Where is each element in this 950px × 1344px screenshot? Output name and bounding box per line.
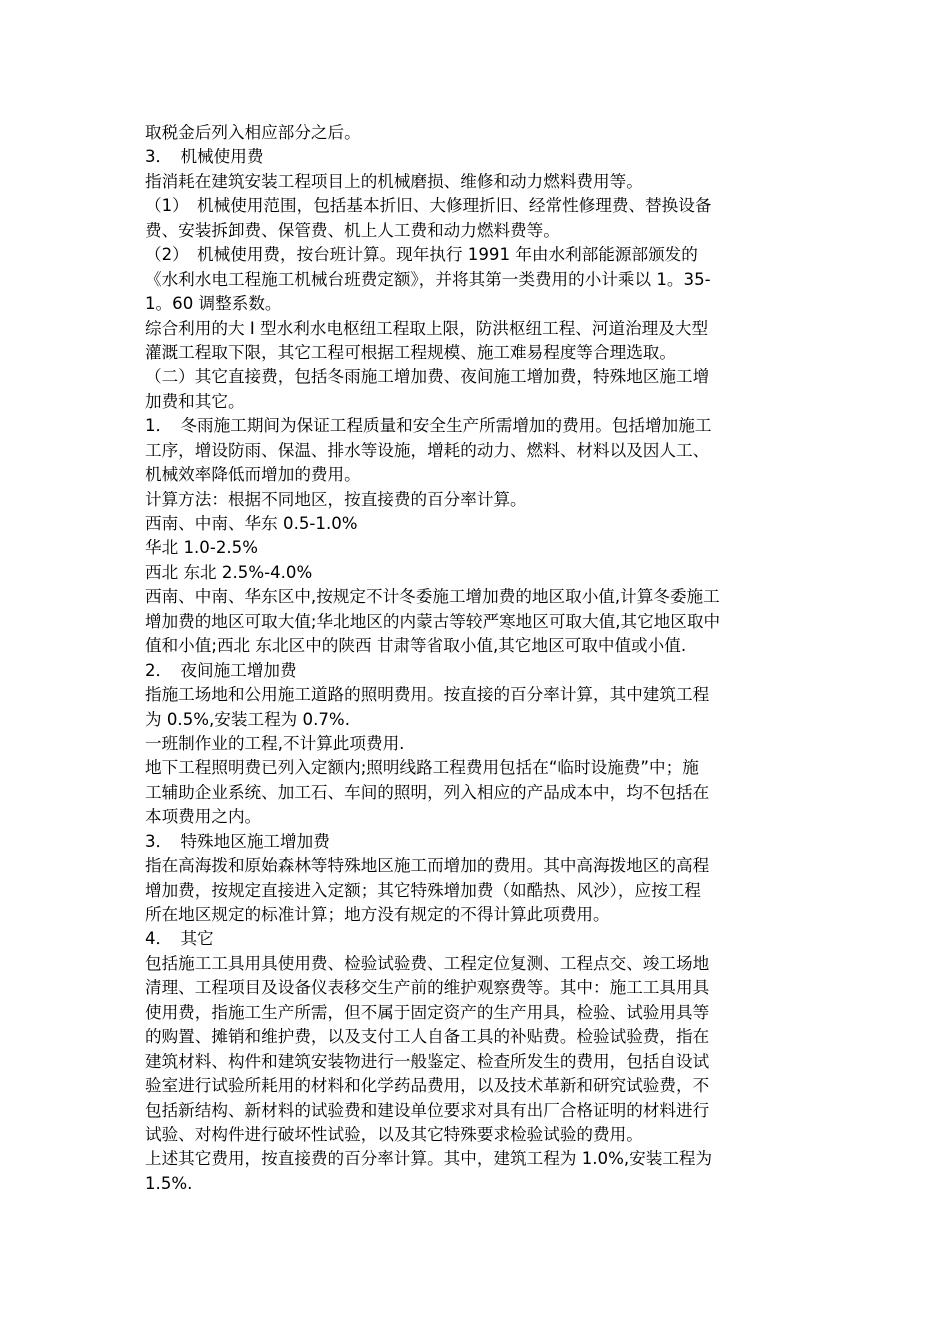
- text-line: 华北 1.0-2.5%: [145, 538, 258, 558]
- text-line: 4． 其它: [145, 929, 214, 949]
- text-line: 3． 机械使用费: [145, 147, 264, 167]
- text-line: 灌溉工程取下限，其它工程可根据工程规模、施工难易程度等合理选取。: [145, 342, 676, 362]
- text-line: 清理、工程项目及设备仪表移交生产前的维护观察费等。其中：施工工具用具: [145, 978, 710, 998]
- text-line: 1． 冬雨施工期间为保证工程质量和安全生产所需增加的费用。包括增加施工: [145, 416, 712, 436]
- text-line: 取税金后列入相应部分之后。: [145, 123, 361, 142]
- text-line: 本项费用之内。: [145, 807, 262, 827]
- text-line: 建筑材料、构件和建筑安装物进行一般鉴定、检查所发生的费用，包括自设试: [145, 1051, 710, 1071]
- text-line: （2） 机械使用费，按台班计算。现年执行 1991 年由水利部能源部颁发的: [145, 245, 698, 265]
- text-line: 使用费，指施工生产所需，但不属于固定资产的生产用具，检验、试验用具等: [145, 1002, 710, 1022]
- text-line: 西南、中南、华东 0.5-1.0%: [145, 514, 358, 533]
- text-line: 包括新结构、新材料的试验费和建设单位要求对具有出厂合格证明的材料进行: [145, 1100, 710, 1120]
- text-line: 增加费的地区可取大值;华北地区的内蒙古等较严寒地区可取大值,其它地区取中: [145, 611, 721, 631]
- text-line: 上述其它费用，按直接费的百分率计算。其中，建筑工程为 1.0%,安装工程为: [145, 1149, 713, 1169]
- text-line: 费、安装拆卸费、保管费、机上人工费和动力燃料费等。: [145, 220, 560, 240]
- text-line: 地下工程照明费已列入定额内;照明线路工程费用包括在“临时设施费”中；施: [145, 758, 699, 778]
- text-line: 机械效率降低而增加的费用。: [145, 465, 361, 485]
- text-line: 指施工场地和公用施工道路的照明费用。按直接的百分率计算，其中建筑工程: [145, 685, 710, 705]
- text-line: 工辅助企业系统、加工石、车间的照明，列入相应的产品成本中，均不包括在: [145, 782, 710, 802]
- text-line: 所在地区规定的标准计算；地方没有规定的不得计算此项费用。: [145, 905, 610, 924]
- text-line: 一班制作业的工程,不计算此项费用.: [145, 733, 405, 753]
- text-line: 指在高海拨和原始森林等特殊地区施工而增加的费用。其中高海拨地区的高程: [145, 856, 710, 876]
- text-line: 《水利水电工程施工机械台班费定额》，并将其第一类费用的小计乘以 1。35-: [145, 269, 711, 289]
- text-line: 综合利用的大 I 型水利水电枢纽工程取上限，防洪枢纽工程、河道治理及大型: [145, 318, 709, 338]
- text-line: 值和小值;西北 东北区中的陕西 甘肃等省取小值,其它地区可取中值或小值.: [145, 636, 687, 656]
- text-line: （二）其它直接费，包括冬雨施工增加费、夜间施工增加费，特殊地区施工增: [145, 367, 710, 387]
- text-line: 计算方法：根据不同地区，按直接费的百分率计算。: [145, 489, 527, 509]
- text-line: 西北 东北 2.5%-4.0%: [145, 562, 313, 582]
- text-line: （1） 机械使用范围，包括基本折旧、大修理折旧、经常性修理费、替换设备: [145, 196, 712, 216]
- text-line: 西南、中南、华东区中,按规定不计冬委施工增加费的地区取小值,计算冬委施工: [145, 587, 720, 607]
- text-line: 试验、对构件进行破坏性试验，以及其它特殊要求检验试验的费用。: [145, 1124, 643, 1144]
- text-line: 的购置、摊销和维护费，以及支付工人自备工具的补贴费。检验试验费，指在: [145, 1027, 710, 1047]
- text-line: 3． 特殊地区施工增加费: [145, 831, 330, 851]
- text-line: 工序，增设防雨、保温、排水等设施，增耗的动力、燃料、材料以及因人工、: [145, 440, 710, 460]
- text-line: 1.5%.: [145, 1173, 193, 1193]
- text-line: 指消耗在建筑安装工程项目上的机械磨损、维修和动力燃料费用等。: [145, 171, 643, 191]
- text-line: 验室进行试验所耗用的材料和化学药品费用，以及技术革新和研究试验费，不: [145, 1076, 710, 1096]
- text-line: 加费和其它。: [145, 391, 245, 411]
- document-body: [145, 121, 817, 1196]
- text-line: 包括施工工具用具使用费、检验试验费、工程定位复测、工程点交、竣工场地: [145, 953, 710, 973]
- text-line: 1。60 调整系数。: [145, 294, 282, 314]
- text-line: 为 0.5%,安装工程为 0.7%.: [145, 709, 350, 729]
- text-line: 增加费，按规定直接进入定额；其它特殊增加费（如酷热、风沙），应按工程: [145, 880, 701, 900]
- text-line: 2． 夜间施工增加费: [145, 660, 297, 680]
